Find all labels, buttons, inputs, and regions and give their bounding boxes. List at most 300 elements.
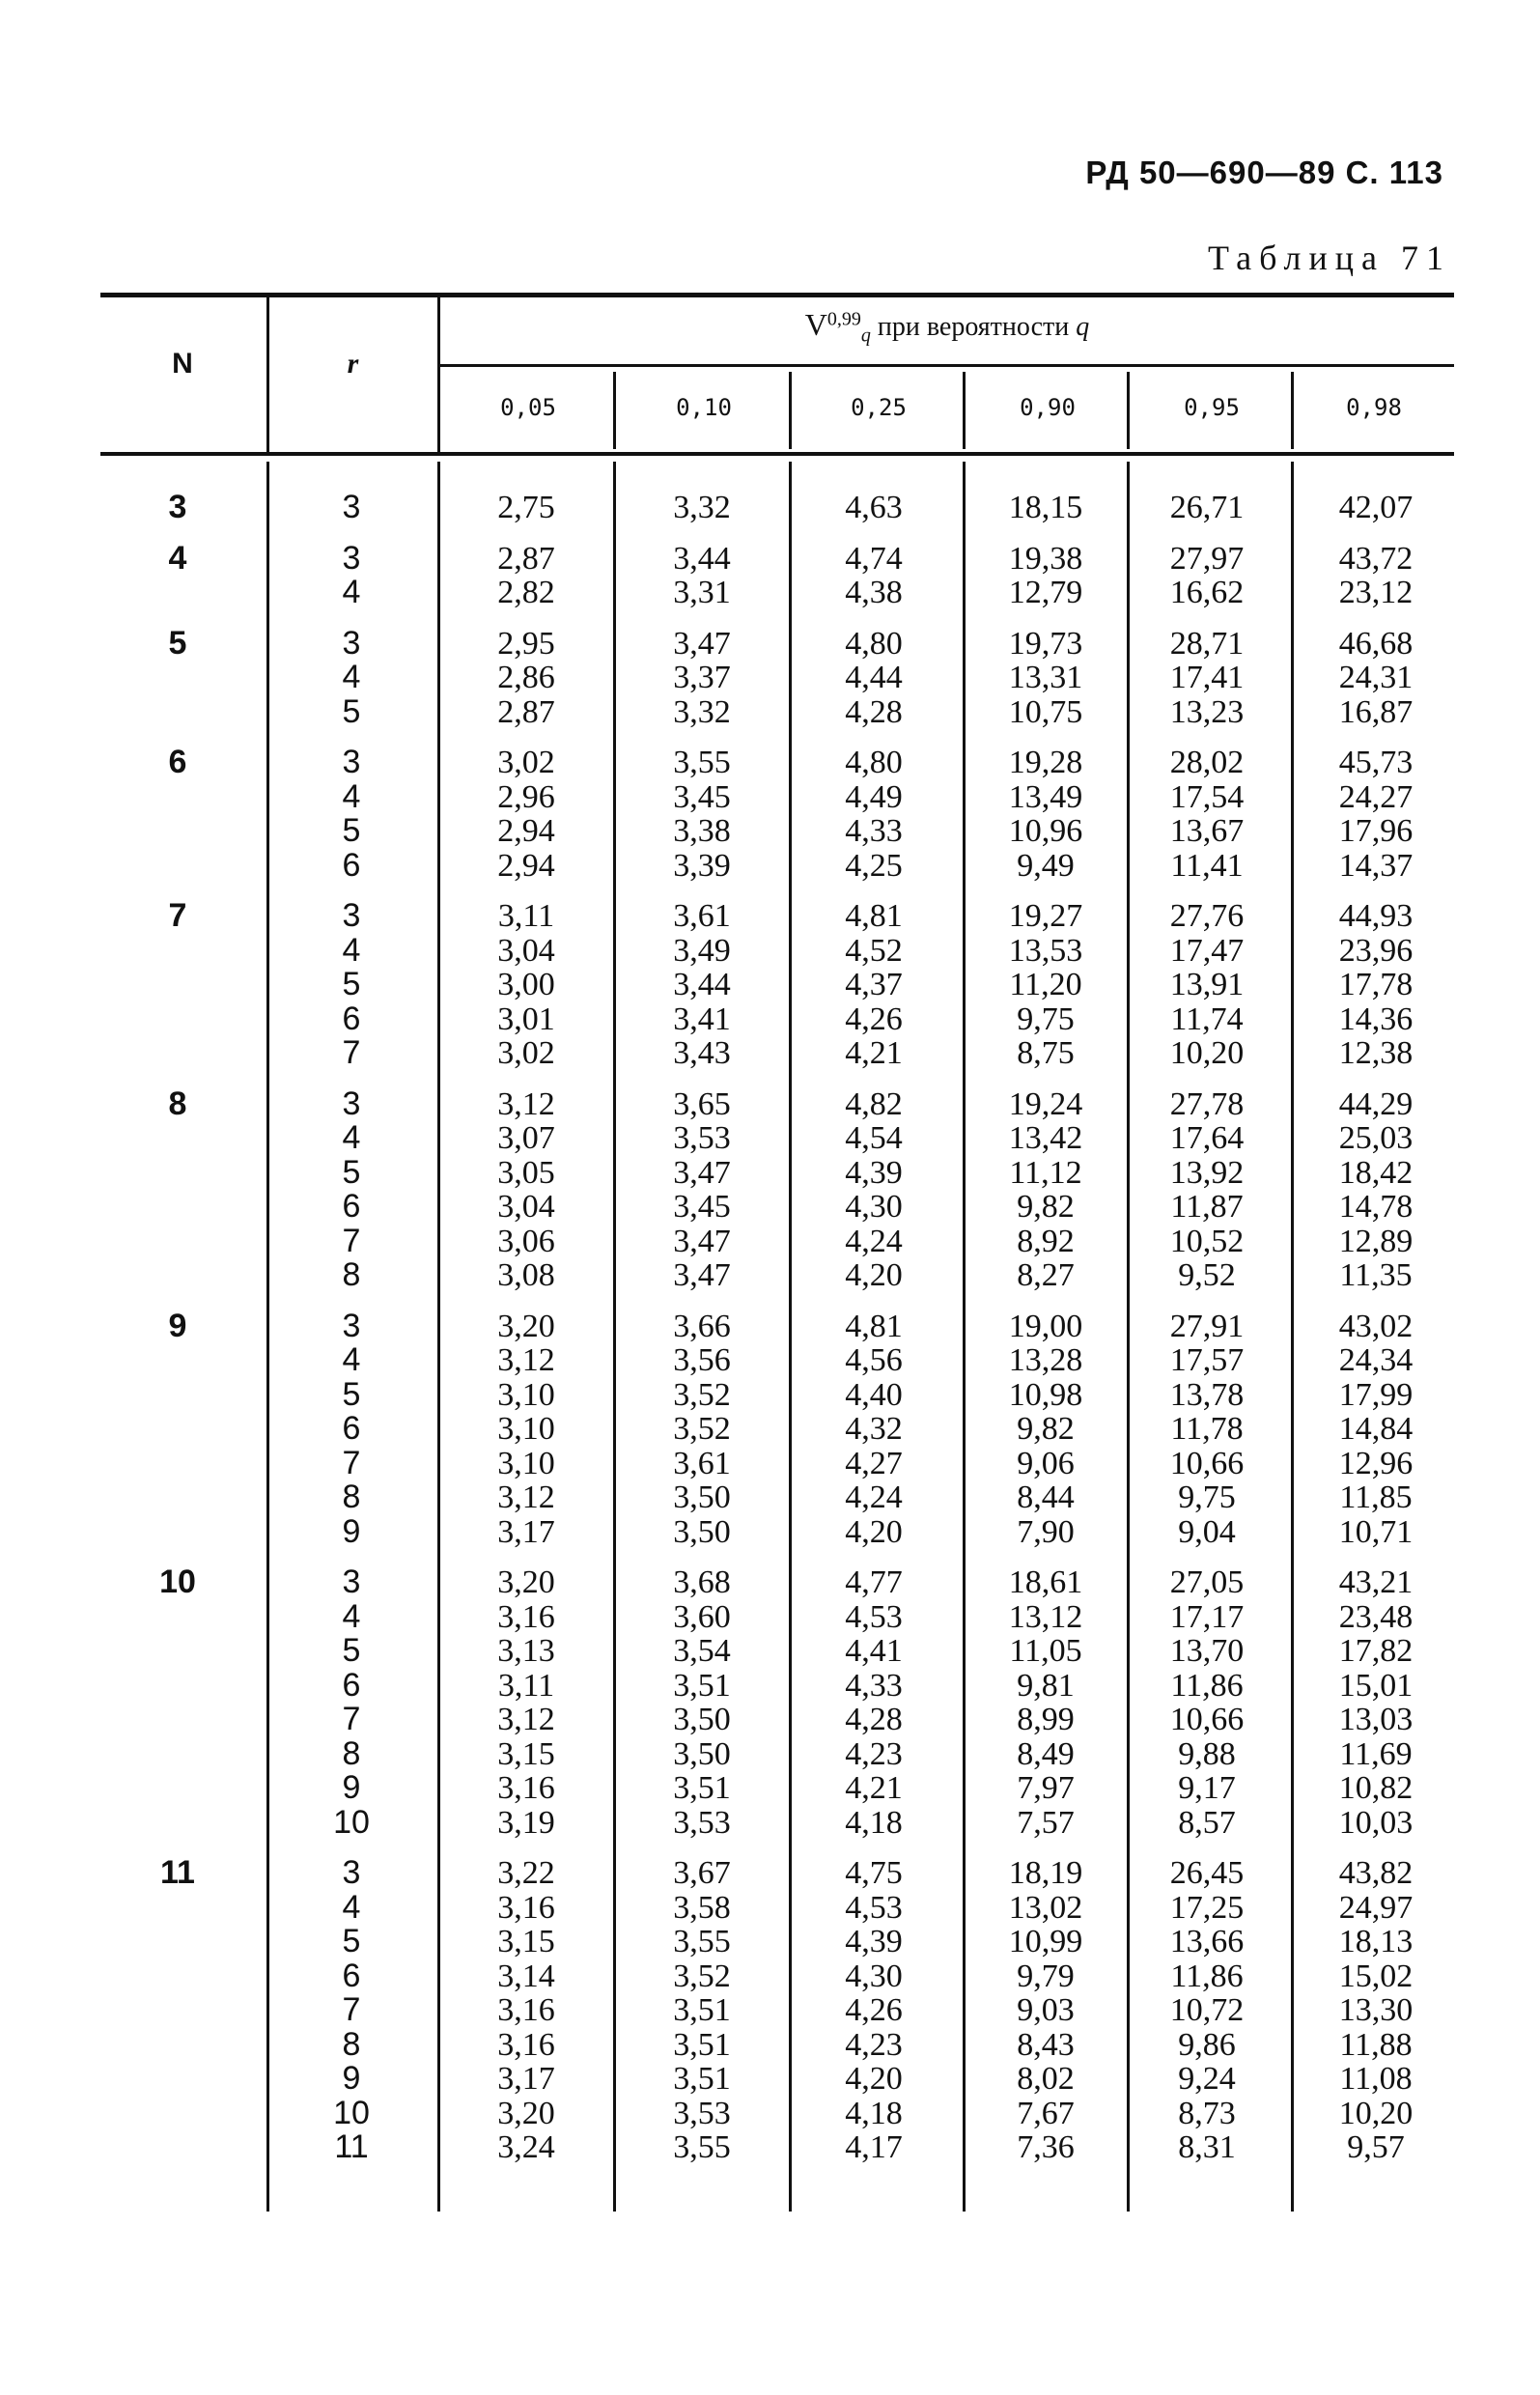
value-cell: 3,17 bbox=[497, 1513, 555, 1550]
value-cell: 3,16 bbox=[497, 1992, 555, 2028]
value-cell: 4,37 bbox=[845, 967, 903, 1002]
value-cell: 3,58 bbox=[673, 1889, 731, 1926]
value-cell: 4,18 bbox=[845, 2095, 903, 2131]
value-cell: 3,19 bbox=[497, 1804, 555, 1841]
value-cell: 3,68 bbox=[673, 1564, 731, 1600]
value-cell: 10,52 bbox=[1169, 1223, 1245, 1259]
row-r: 4 bbox=[342, 574, 361, 610]
header-v-title bbox=[440, 307, 1454, 348]
value-cell: 9,24 bbox=[1178, 2061, 1236, 2097]
value-cell: 3,51 bbox=[673, 1992, 731, 2028]
value-cell: 3,41 bbox=[673, 1000, 731, 1037]
value-cell: 3,04 bbox=[497, 1189, 555, 1225]
value-cell: 7,97 bbox=[1017, 1770, 1075, 1806]
table-label: Таблица 71 bbox=[1208, 239, 1451, 277]
value-cell: 3,38 bbox=[673, 813, 731, 849]
value-cell: 4,26 bbox=[845, 1000, 903, 1037]
value-cell: 3,61 bbox=[673, 1445, 731, 1481]
value-cell: 2,75 bbox=[497, 490, 555, 525]
value-cell: 4,82 bbox=[845, 1085, 903, 1122]
value-cell: 3,54 bbox=[673, 1633, 731, 1669]
row-r: 3 bbox=[342, 624, 361, 662]
value-cell: 13,42 bbox=[1008, 1120, 1083, 1156]
value-cell: 2,94 bbox=[497, 813, 555, 849]
value-cell: 17,99 bbox=[1338, 1376, 1414, 1413]
value-cell: 3,13 bbox=[497, 1633, 555, 1669]
value-cell: 17,25 bbox=[1169, 1889, 1245, 1926]
value-cell: 3,00 bbox=[497, 967, 555, 1002]
value-cell: 11,12 bbox=[1009, 1154, 1082, 1191]
value-cell: 11,86 bbox=[1170, 1667, 1244, 1704]
value-cell: 2,87 bbox=[497, 540, 555, 577]
value-cell: 8,31 bbox=[1178, 2129, 1236, 2165]
value-cell: 4,56 bbox=[845, 1342, 903, 1378]
v-superscript: 0,99 bbox=[826, 308, 861, 330]
value-cell: 4,20 bbox=[845, 1513, 903, 1550]
header-n: N bbox=[172, 348, 193, 380]
value-cell: 13,92 bbox=[1169, 1154, 1245, 1191]
value-cell: 4,40 bbox=[845, 1376, 903, 1413]
value-cell: 12,96 bbox=[1338, 1445, 1414, 1481]
value-cell: 4,28 bbox=[845, 693, 903, 730]
value-cell: 3,51 bbox=[673, 1770, 731, 1806]
value-cell: 13,78 bbox=[1169, 1376, 1245, 1413]
value-cell: 11,78 bbox=[1170, 1411, 1244, 1447]
value-cell: 3,12 bbox=[497, 1342, 555, 1378]
value-cell: 43,02 bbox=[1338, 1308, 1414, 1344]
row-r: 3 bbox=[342, 489, 361, 525]
value-cell: 4,33 bbox=[845, 813, 903, 849]
value-cell: 14,36 bbox=[1338, 1000, 1414, 1037]
q-col-divider bbox=[613, 462, 616, 2212]
value-cell: 3,07 bbox=[497, 1120, 555, 1156]
value-cell: 23,96 bbox=[1338, 932, 1414, 969]
q-col-divider bbox=[963, 372, 966, 449]
value-cell: 4,49 bbox=[845, 778, 903, 815]
value-cell: 13,66 bbox=[1169, 1924, 1245, 1959]
value-cell: 11,87 bbox=[1170, 1189, 1244, 1225]
value-cell: 17,57 bbox=[1169, 1342, 1245, 1378]
row-r: 8 bbox=[342, 2025, 361, 2063]
value-cell: 3,51 bbox=[673, 2061, 731, 2097]
header-bottom-rule bbox=[100, 452, 1454, 456]
value-cell: 3,10 bbox=[497, 1376, 555, 1413]
value-cell: 3,52 bbox=[673, 1376, 731, 1413]
value-cell: 42,07 bbox=[1338, 490, 1414, 525]
row-r: 3 bbox=[342, 539, 361, 577]
row-r: 4 bbox=[342, 1341, 361, 1378]
row-r: 10 bbox=[333, 1803, 370, 1841]
group-n: 3 bbox=[168, 489, 187, 525]
value-cell: 14,37 bbox=[1338, 847, 1414, 884]
value-cell: 17,54 bbox=[1169, 778, 1245, 815]
value-cell: 17,82 bbox=[1338, 1633, 1414, 1669]
value-cell: 3,01 bbox=[497, 1000, 555, 1037]
value-cell: 17,47 bbox=[1169, 932, 1245, 969]
value-cell: 8,43 bbox=[1017, 2026, 1075, 2063]
row-r: 7 bbox=[342, 1701, 361, 1737]
row-r: 9 bbox=[342, 2060, 361, 2097]
value-cell: 13,12 bbox=[1008, 1598, 1083, 1635]
value-cell: 18,19 bbox=[1008, 1855, 1083, 1891]
value-cell: 10,71 bbox=[1338, 1513, 1414, 1550]
value-cell: 2,86 bbox=[497, 660, 555, 695]
value-cell: 11,86 bbox=[1170, 1958, 1244, 1994]
value-cell: 3,17 bbox=[497, 2061, 555, 2097]
q-col-divider bbox=[963, 462, 966, 2212]
value-cell: 8,73 bbox=[1178, 2095, 1236, 2131]
value-cell: 10,66 bbox=[1169, 1702, 1245, 1737]
value-cell: 26,71 bbox=[1169, 490, 1245, 525]
row-r: 6 bbox=[342, 1666, 361, 1704]
value-cell: 8,99 bbox=[1017, 1702, 1075, 1737]
value-cell: 3,10 bbox=[497, 1411, 555, 1447]
value-cell: 4,20 bbox=[845, 1257, 903, 1293]
value-cell: 10,20 bbox=[1338, 2095, 1414, 2131]
value-cell: 3,24 bbox=[497, 2129, 555, 2165]
value-cell: 7,90 bbox=[1017, 1513, 1075, 1550]
header-sub-rule bbox=[440, 364, 1454, 367]
value-cell: 24,31 bbox=[1338, 660, 1414, 695]
value-cell: 3,45 bbox=[673, 1189, 731, 1225]
group-n: 6 bbox=[168, 744, 187, 780]
value-cell: 13,53 bbox=[1008, 932, 1083, 969]
value-cell: 43,82 bbox=[1338, 1855, 1414, 1891]
value-cell: 8,44 bbox=[1017, 1479, 1075, 1515]
row-r: 4 bbox=[342, 1888, 361, 1926]
value-cell: 4,21 bbox=[845, 1770, 903, 1806]
value-cell: 13,02 bbox=[1008, 1889, 1083, 1926]
value-cell: 24,97 bbox=[1338, 1889, 1414, 1926]
value-cell: 4,23 bbox=[845, 1735, 903, 1772]
value-cell: 3,49 bbox=[673, 932, 731, 969]
value-cell: 44,29 bbox=[1338, 1085, 1414, 1122]
value-cell: 3,16 bbox=[497, 1889, 555, 1926]
value-cell: 4,39 bbox=[845, 1924, 903, 1959]
q-col-divider bbox=[789, 372, 792, 449]
value-cell: 13,67 bbox=[1169, 813, 1245, 849]
value-cell: 3,16 bbox=[497, 2026, 555, 2063]
value-cell: 3,12 bbox=[497, 1702, 555, 1737]
value-cell: 10,72 bbox=[1169, 1992, 1245, 2028]
value-cell: 10,75 bbox=[1008, 693, 1083, 730]
value-cell: 8,27 bbox=[1017, 1257, 1075, 1293]
row-r: 10 bbox=[333, 2094, 370, 2131]
value-cell: 9,49 bbox=[1017, 847, 1075, 884]
value-cell: 3,20 bbox=[497, 1308, 555, 1344]
value-cell: 8,49 bbox=[1017, 1735, 1075, 1772]
value-cell: 11,88 bbox=[1339, 2026, 1413, 2063]
value-cell: 9,06 bbox=[1017, 1445, 1075, 1481]
value-cell: 46,68 bbox=[1338, 625, 1414, 662]
value-cell: 3,44 bbox=[673, 967, 731, 1002]
value-cell: 3,53 bbox=[673, 1120, 731, 1156]
value-cell: 3,66 bbox=[673, 1308, 731, 1344]
q-col-divider bbox=[1127, 372, 1130, 449]
value-cell: 4,18 bbox=[845, 1804, 903, 1841]
value-cell: 3,20 bbox=[497, 1564, 555, 1600]
value-cell: 4,24 bbox=[845, 1223, 903, 1259]
value-cell: 11,35 bbox=[1339, 1257, 1413, 1293]
value-cell: 3,55 bbox=[673, 2129, 731, 2165]
value-cell: 10,03 bbox=[1338, 1804, 1414, 1841]
value-cell: 14,84 bbox=[1338, 1411, 1414, 1447]
value-cell: 19,38 bbox=[1008, 540, 1083, 577]
value-cell: 3,50 bbox=[673, 1702, 731, 1737]
value-cell: 3,51 bbox=[673, 2026, 731, 2063]
value-cell: 10,66 bbox=[1169, 1445, 1245, 1481]
value-cell: 2,95 bbox=[497, 625, 555, 662]
value-cell: 19,24 bbox=[1008, 1085, 1083, 1122]
row-r: 3 bbox=[342, 1854, 361, 1891]
row-r: 4 bbox=[342, 1597, 361, 1635]
row-r: 7 bbox=[342, 1444, 361, 1481]
value-cell: 11,05 bbox=[1009, 1633, 1082, 1669]
row-r: 5 bbox=[342, 966, 361, 1002]
value-cell: 9,17 bbox=[1178, 1770, 1236, 1806]
value-cell: 8,92 bbox=[1017, 1223, 1075, 1259]
value-cell: 4,17 bbox=[845, 2129, 903, 2165]
group-n: 7 bbox=[168, 897, 187, 934]
group-n: 9 bbox=[168, 1307, 187, 1344]
value-cell: 24,27 bbox=[1338, 778, 1414, 815]
group-n: 4 bbox=[168, 539, 187, 577]
row-r: 4 bbox=[342, 659, 361, 695]
value-cell: 8,57 bbox=[1178, 1804, 1236, 1841]
row-r: 4 bbox=[342, 931, 361, 969]
v-caption-q: q bbox=[1076, 312, 1090, 342]
value-cell: 3,39 bbox=[673, 847, 731, 884]
value-cell: 4,53 bbox=[845, 1889, 903, 1926]
value-cell: 19,27 bbox=[1008, 898, 1083, 934]
group-n: 8 bbox=[168, 1085, 187, 1122]
value-cell: 4,81 bbox=[845, 898, 903, 934]
value-cell: 27,97 bbox=[1169, 540, 1245, 577]
value-cell: 24,34 bbox=[1338, 1342, 1414, 1378]
row-r: 5 bbox=[342, 1923, 361, 1959]
value-cell: 9,52 bbox=[1178, 1257, 1236, 1293]
value-cell: 11,69 bbox=[1339, 1735, 1413, 1772]
value-cell: 4,23 bbox=[845, 2026, 903, 2063]
value-cell: 3,61 bbox=[673, 898, 731, 934]
group-n: 10 bbox=[159, 1564, 196, 1600]
value-cell: 3,52 bbox=[673, 1958, 731, 1994]
table-top-rule bbox=[100, 293, 1454, 297]
value-cell: 11,08 bbox=[1339, 2061, 1413, 2097]
value-cell: 17,64 bbox=[1169, 1120, 1245, 1156]
row-r: 5 bbox=[342, 1153, 361, 1191]
value-cell: 3,02 bbox=[497, 745, 555, 780]
row-r: 8 bbox=[342, 1256, 361, 1293]
v-subscript: q bbox=[860, 324, 871, 347]
value-cell: 15,02 bbox=[1338, 1958, 1414, 1994]
v-symbol: V bbox=[804, 307, 827, 342]
value-cell: 27,91 bbox=[1169, 1308, 1245, 1344]
q-col-divider bbox=[613, 372, 616, 449]
value-cell: 10,20 bbox=[1169, 1035, 1245, 1071]
value-cell: 2,82 bbox=[497, 575, 555, 610]
header-r: r bbox=[347, 348, 359, 380]
header-q-1: 0,10 bbox=[676, 394, 732, 421]
value-cell: 7,57 bbox=[1017, 1804, 1075, 1841]
v-caption: при вероятности bbox=[870, 312, 1077, 342]
value-cell: 19,28 bbox=[1008, 745, 1083, 780]
value-cell: 44,93 bbox=[1338, 898, 1414, 934]
value-cell: 18,61 bbox=[1008, 1564, 1083, 1600]
value-cell: 27,05 bbox=[1169, 1564, 1245, 1600]
value-cell: 4,30 bbox=[845, 1189, 903, 1225]
value-cell: 4,28 bbox=[845, 1702, 903, 1737]
value-cell: 3,47 bbox=[673, 625, 731, 662]
header-q-4: 0,95 bbox=[1184, 394, 1240, 421]
value-cell: 4,41 bbox=[845, 1633, 903, 1669]
value-cell: 27,78 bbox=[1169, 1085, 1245, 1122]
value-cell: 3,55 bbox=[673, 745, 731, 780]
header-q-0: 0,05 bbox=[500, 394, 556, 421]
value-cell: 18,13 bbox=[1338, 1924, 1414, 1959]
value-cell: 3,04 bbox=[497, 932, 555, 969]
value-cell: 17,78 bbox=[1338, 967, 1414, 1002]
value-cell: 2,94 bbox=[497, 847, 555, 884]
value-cell: 3,47 bbox=[673, 1223, 731, 1259]
value-cell: 3,44 bbox=[673, 540, 731, 577]
value-cell: 4,53 bbox=[845, 1598, 903, 1635]
q-col-divider bbox=[1291, 462, 1294, 2212]
value-cell: 3,60 bbox=[673, 1598, 731, 1635]
value-cell: 3,05 bbox=[497, 1154, 555, 1191]
value-cell: 13,91 bbox=[1169, 967, 1245, 1002]
row-r: 5 bbox=[342, 1632, 361, 1669]
value-cell: 9,75 bbox=[1017, 1000, 1075, 1037]
col-divider bbox=[437, 462, 440, 2212]
value-cell: 3,31 bbox=[673, 575, 731, 610]
value-cell: 9,75 bbox=[1178, 1479, 1236, 1515]
value-cell: 12,38 bbox=[1338, 1035, 1414, 1071]
value-cell: 4,52 bbox=[845, 932, 903, 969]
header-q-3: 0,90 bbox=[1020, 394, 1076, 421]
value-cell: 23,48 bbox=[1338, 1598, 1414, 1635]
value-cell: 4,77 bbox=[845, 1564, 903, 1600]
value-cell: 12,79 bbox=[1008, 575, 1083, 610]
value-cell: 4,30 bbox=[845, 1958, 903, 1994]
value-cell: 14,78 bbox=[1338, 1189, 1414, 1225]
value-cell: 9,79 bbox=[1017, 1958, 1075, 1994]
value-cell: 4,80 bbox=[845, 745, 903, 780]
value-cell: 10,96 bbox=[1008, 813, 1083, 849]
value-cell: 3,51 bbox=[673, 1667, 731, 1704]
value-cell: 3,14 bbox=[497, 1958, 555, 1994]
value-cell: 11,74 bbox=[1170, 1000, 1244, 1037]
value-cell: 3,47 bbox=[673, 1257, 731, 1293]
value-cell: 4,63 bbox=[845, 490, 903, 525]
value-cell: 4,25 bbox=[845, 847, 903, 884]
row-r: 9 bbox=[342, 1769, 361, 1806]
value-cell: 43,72 bbox=[1338, 540, 1414, 577]
value-cell: 3,65 bbox=[673, 1085, 731, 1122]
value-cell: 10,98 bbox=[1008, 1376, 1083, 1413]
row-r: 8 bbox=[342, 1734, 361, 1772]
row-r: 5 bbox=[342, 1375, 361, 1413]
value-cell: 3,12 bbox=[497, 1479, 555, 1515]
value-cell: 9,86 bbox=[1178, 2026, 1236, 2063]
row-r: 6 bbox=[342, 1957, 361, 1994]
value-cell: 3,45 bbox=[673, 778, 731, 815]
row-r: 4 bbox=[342, 777, 361, 815]
value-cell: 3,16 bbox=[497, 1598, 555, 1635]
value-cell: 13,28 bbox=[1008, 1342, 1083, 1378]
value-cell: 16,62 bbox=[1169, 575, 1245, 610]
row-r: 6 bbox=[342, 1188, 361, 1225]
q-col-divider bbox=[1291, 372, 1294, 449]
value-cell: 3,10 bbox=[497, 1445, 555, 1481]
value-cell: 3,50 bbox=[673, 1479, 731, 1515]
value-cell: 8,02 bbox=[1017, 2061, 1075, 2097]
row-r: 5 bbox=[342, 812, 361, 849]
value-cell: 10,99 bbox=[1008, 1924, 1083, 1959]
q-col-divider bbox=[789, 462, 792, 2212]
row-r: 3 bbox=[342, 744, 361, 780]
header-q-2: 0,25 bbox=[851, 394, 907, 421]
value-cell: 19,00 bbox=[1008, 1308, 1083, 1344]
value-cell: 11,20 bbox=[1009, 967, 1082, 1002]
value-cell: 3,50 bbox=[673, 1513, 731, 1550]
value-cell: 3,37 bbox=[673, 660, 731, 695]
value-cell: 3,53 bbox=[673, 1804, 731, 1841]
page-header: РД 50—690—89 С. 113 bbox=[1085, 155, 1443, 190]
value-cell: 3,08 bbox=[497, 1257, 555, 1293]
value-cell: 16,87 bbox=[1338, 693, 1414, 730]
value-cell: 4,80 bbox=[845, 625, 903, 662]
value-cell: 3,15 bbox=[497, 1924, 555, 1959]
value-cell: 4,27 bbox=[845, 1445, 903, 1481]
value-cell: 19,73 bbox=[1008, 625, 1083, 662]
value-cell: 9,82 bbox=[1017, 1411, 1075, 1447]
value-cell: 11,41 bbox=[1170, 847, 1244, 884]
row-r: 3 bbox=[342, 897, 361, 934]
value-cell: 9,88 bbox=[1178, 1735, 1236, 1772]
row-r: 7 bbox=[342, 1222, 361, 1259]
value-cell: 2,87 bbox=[497, 693, 555, 730]
value-cell: 9,03 bbox=[1017, 1992, 1075, 2028]
value-cell: 43,21 bbox=[1338, 1564, 1414, 1600]
row-r: 3 bbox=[342, 1564, 361, 1600]
row-r: 7 bbox=[342, 1991, 361, 2028]
row-r: 3 bbox=[342, 1085, 361, 1122]
value-cell: 13,31 bbox=[1008, 660, 1083, 695]
value-cell: 4,54 bbox=[845, 1120, 903, 1156]
value-cell: 27,76 bbox=[1169, 898, 1245, 934]
value-cell: 3,32 bbox=[673, 490, 731, 525]
value-cell: 4,38 bbox=[845, 575, 903, 610]
value-cell: 4,44 bbox=[845, 660, 903, 695]
value-cell: 3,53 bbox=[673, 2095, 731, 2131]
row-r: 4 bbox=[342, 1119, 361, 1156]
row-r: 6 bbox=[342, 846, 361, 884]
value-cell: 23,12 bbox=[1338, 575, 1414, 610]
value-cell: 4,81 bbox=[845, 1308, 903, 1344]
value-cell: 45,73 bbox=[1338, 745, 1414, 780]
value-cell: 18,15 bbox=[1008, 490, 1083, 525]
header-q-5: 0,98 bbox=[1346, 394, 1402, 421]
value-cell: 9,04 bbox=[1178, 1513, 1236, 1550]
value-cell: 3,06 bbox=[497, 1223, 555, 1259]
value-cell: 4,75 bbox=[845, 1855, 903, 1891]
value-cell: 4,74 bbox=[845, 540, 903, 577]
value-cell: 7,67 bbox=[1017, 2095, 1075, 2131]
value-cell: 25,03 bbox=[1338, 1120, 1414, 1156]
value-cell: 28,02 bbox=[1169, 745, 1245, 780]
row-r: 3 bbox=[342, 1307, 361, 1344]
